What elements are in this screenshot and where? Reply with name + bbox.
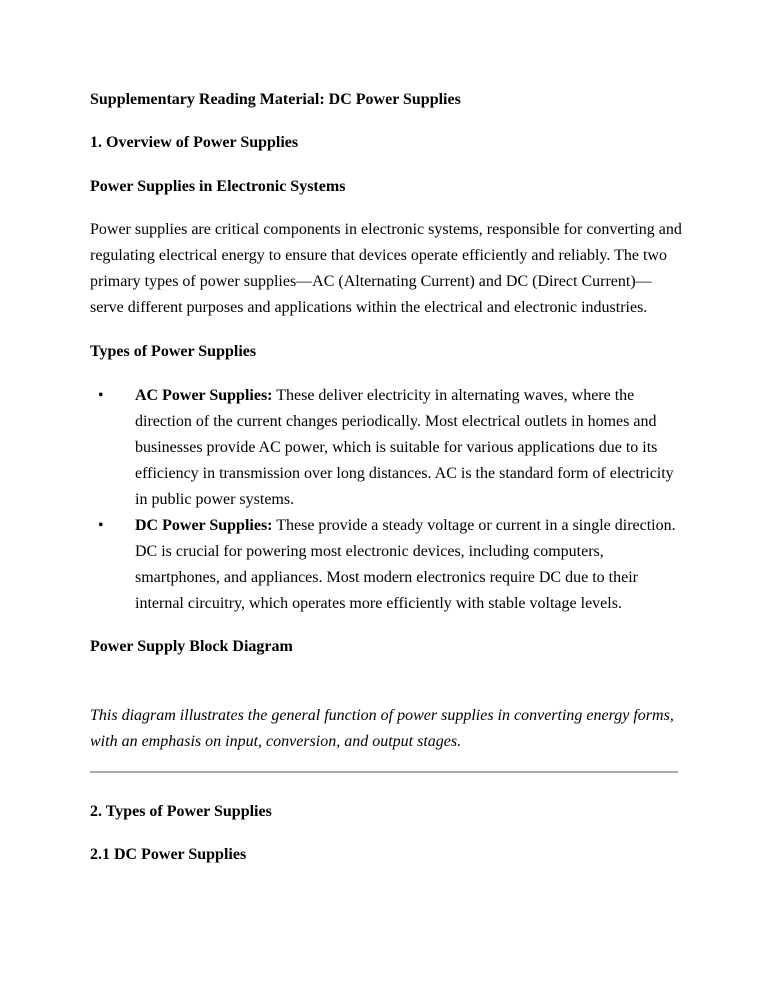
subsection-heading: 2.1 DC Power Supplies bbox=[90, 846, 247, 863]
list-item bbox=[90, 383, 682, 513]
horizontal-divider bbox=[90, 771, 678, 773]
section-heading: 1. Overview of Power Supplies bbox=[90, 134, 299, 151]
list-item-text: These deliver electricity in alternating waves, where the direction of the current changes periodically. Most electrical outlets in homes and businesses provide AC power, which is suitable for various applications due to its efficiency in transmission over long distances. AC is the standard form of electricity in public power systems. bbox=[135, 387, 674, 508]
subsection-heading: Power Supply Block Diagram bbox=[90, 638, 293, 655]
bullet-icon: • bbox=[98, 387, 104, 404]
list-item-text: These provide a steady voltage or current in a single direction. DC is crucial for powering most electronic devices, including computers, smartphones, and appliances. Most modern electronics require DC due to their internal circuitry, which operates more efficiently with stable voltage levels. bbox=[135, 517, 676, 612]
bullet-icon: • bbox=[98, 517, 104, 534]
list-item bbox=[90, 513, 682, 617]
paragraph: Power supplies are critical components in electronic systems, responsible for converting and regulating electrical energy to ensure that devices operate efficiently and reliably. The two primary types of power supplies—AC (Alternating Current) and DC (Direct Current)—serve different purposes and applications within the electrical and electronic industries. bbox=[90, 221, 682, 316]
document-title: Supplementary Reading Material: DC Power Supplies bbox=[90, 91, 461, 108]
list-item-term: AC Power Supplies: bbox=[135, 387, 273, 404]
section-heading: 2. Types of Power Supplies bbox=[90, 803, 272, 820]
bullet-list bbox=[90, 383, 682, 617]
diagram-caption: This diagram illustrates the general function of power supplies in converting energy forms, with an emphasis on input, conversion, and output stages. bbox=[90, 707, 674, 750]
subsection-heading: Power Supplies in Electronic Systems bbox=[90, 178, 346, 195]
subsection-heading: Types of Power Supplies bbox=[90, 343, 257, 360]
list-item-term: DC Power Supplies: bbox=[135, 517, 273, 534]
